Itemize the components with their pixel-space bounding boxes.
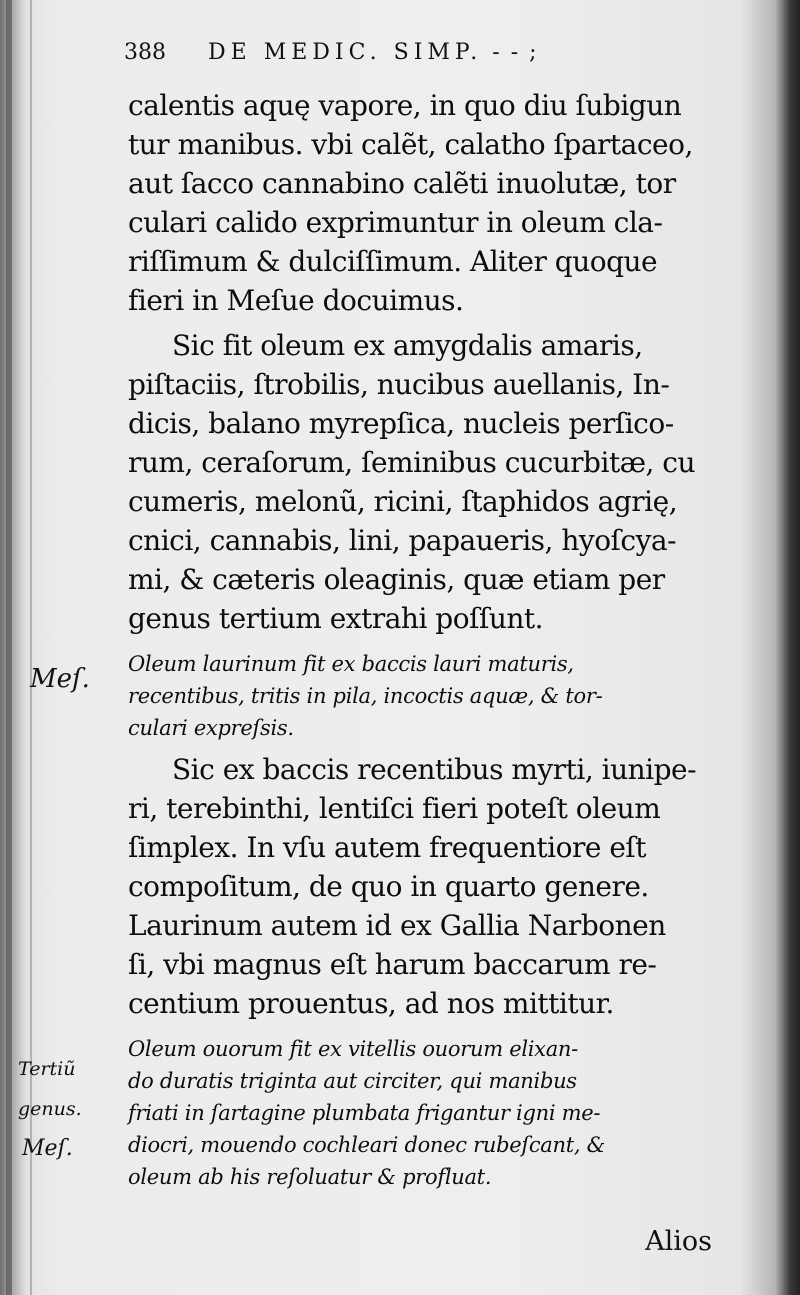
text-line: tur manibus. vbi calẽt, calatho ſpartaceo, [128, 128, 693, 161]
text-line: culari calido exprimuntur in oleum cla- [128, 206, 663, 239]
text-line: calentis aquę vapore, in quo diu ſubigun [128, 89, 682, 122]
text-line: centium prouentus, ad nos mittitur. [128, 987, 614, 1020]
text-line: piſtaciis, ſtrobilis, nucibus auellanis, In- [128, 368, 670, 401]
text-line: friati in ſartagine plumbata frigantur igni me- [128, 1101, 601, 1125]
page-spine-shadow [6, 0, 12, 1295]
text-line: Oleum laurinum fit ex baccis lauri maturis, [128, 652, 574, 676]
text-line: riſſimum & dulciſſimum. Aliter quoque [128, 245, 658, 278]
text-line: rum, ceraſorum, ſeminibus cucurbitæ, cu [128, 446, 696, 479]
text-line: Oleum ouorum fit ex vitellis ouorum elixan- [128, 1037, 578, 1061]
marginal-note-genus: genus. [18, 1098, 82, 1120]
running-header [124, 40, 664, 65]
text-line: compoſitum, de quo in quarto genere. [128, 870, 649, 903]
running-title: DE MEDIC. SIMP. [208, 40, 483, 65]
page-number: 388 [124, 40, 166, 65]
text-line: recentibus, tritis in pila, incoctis aquæ, & tor- [128, 684, 603, 708]
body-text [128, 86, 718, 1193]
text-line: ri, terebinthi, lentiſci fieri poteſt oleum [128, 792, 661, 825]
marginal-note-mes-2: Meſ. [22, 1136, 73, 1161]
text-line: dicis, balano myrepſica, nucleis perſico- [128, 407, 674, 440]
header-stray-marks: - - ; [492, 40, 539, 65]
text-line: aut ſacco cannabino calẽti inuolutæ, tor [128, 167, 676, 200]
catchword: Alios [645, 1226, 712, 1257]
text-line: ſimplex. In vſu autem frequentiore eſt [128, 831, 647, 864]
text-line: cumeris, melonũ, ricini, ſtaphidos agrię, [128, 485, 678, 518]
text-line: fieri in Meſue docuimus. [128, 284, 464, 317]
text-line: mi, & cæteris oleaginis, quæ etiam per [128, 563, 665, 596]
text-line: Sic ex baccis recentibus myrti, iunipe- [172, 753, 697, 786]
text-line: do duratis triginta aut circiter, qui manibus [128, 1069, 577, 1093]
text-line: ſi, vbi magnus eſt harum baccarum re- [128, 948, 657, 981]
text-line: diocri, mouendo cochleari donec rubeſcant, & [128, 1133, 606, 1157]
marginal-note-tertiu: Tertiũ [18, 1058, 76, 1080]
text-line: genus tertium extrahi poſſunt. [128, 602, 544, 635]
text-line: Sic fit oleum ex amygdalis amaris, [172, 329, 643, 362]
marginal-note-mes-1: Meſ. [30, 664, 90, 694]
text-line: cnici, cannabis, lini, papaueris, hyoſcya- [128, 524, 677, 557]
text-line: oleum ab his reſoluatur & profluat. [128, 1165, 492, 1189]
text-line: culari expreſsis. [128, 716, 294, 740]
text-line: Laurinum autem id ex Gallia Narbonen [128, 909, 666, 942]
